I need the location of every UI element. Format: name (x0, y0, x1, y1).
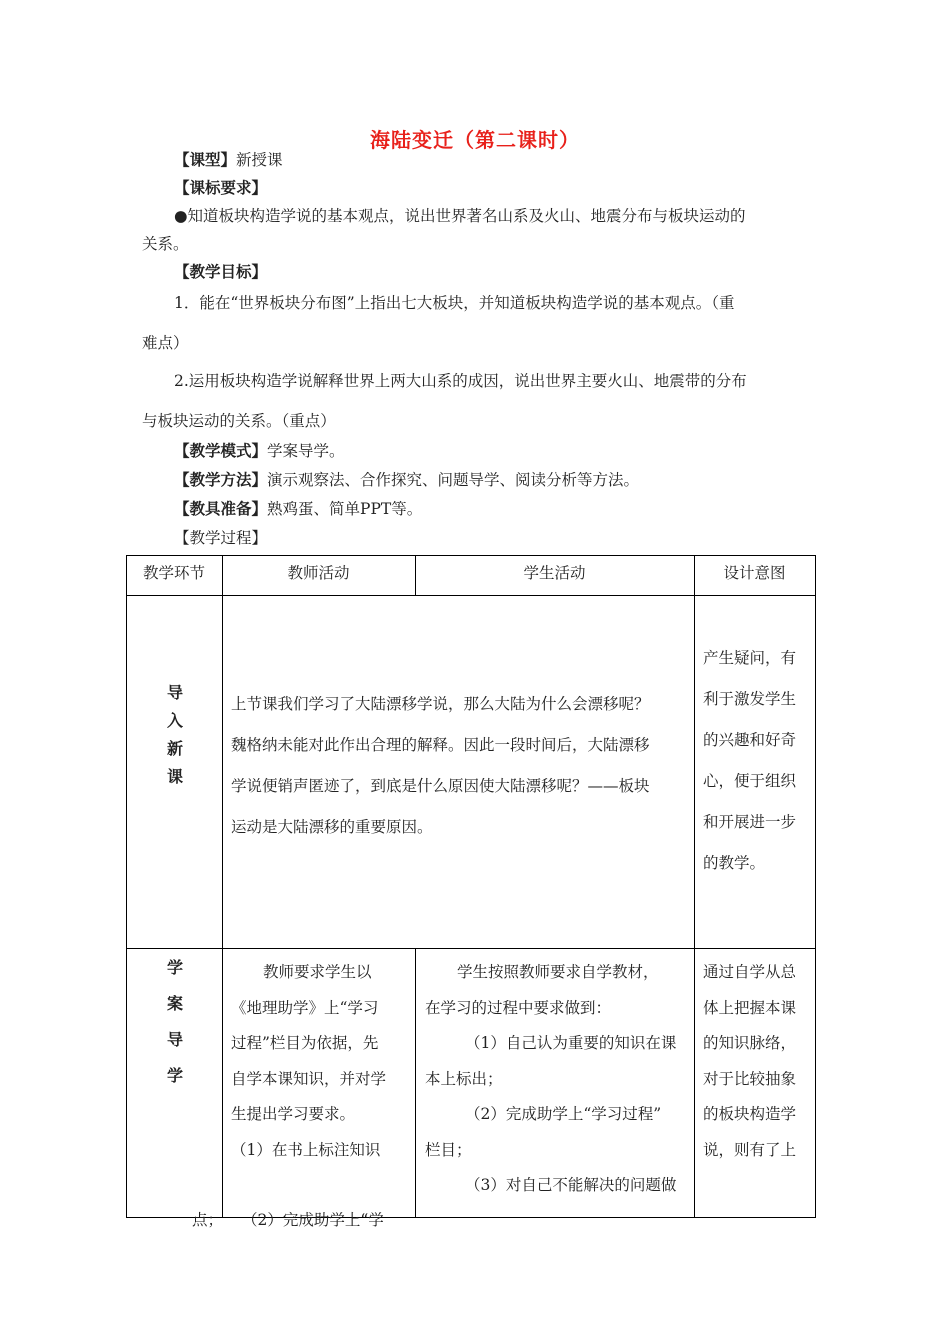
row1-content-line: 学说便销声匿迹了，到底是什么原因使大陆漂移呢？——板块 (231, 777, 650, 795)
lesson-type (174, 150, 283, 170)
header-stage: 教学环节 (142, 564, 205, 582)
standard-label: 【课标要求】 (174, 178, 268, 197)
teaching-tools-label: 【教具准备】 (174, 499, 268, 518)
table-col-divider-3 (694, 555, 695, 1218)
table-border-top (126, 555, 816, 556)
teaching-mode (174, 441, 345, 461)
row2-teacher-line: （1）在书上标注知识 (231, 1140, 381, 1159)
row2-teacher-line: 过程”栏目为依据，先 (231, 1034, 379, 1052)
row1-content (231, 684, 650, 848)
row2-student-line: 在学习的过程中要求做到： (425, 998, 612, 1017)
row2-teacher-line: 点； (192, 1211, 224, 1229)
row2-stage-char-4: 学 (166, 1066, 183, 1085)
row1-stage-char-1: 导 (166, 683, 183, 702)
row2-student-line: （1）自己认为重要的知识在课 (465, 1034, 677, 1052)
teaching-method-label: 【教学方法】 (174, 470, 268, 489)
row1-intent-line: 产生疑问，有 (703, 649, 797, 667)
row2-student (425, 955, 676, 1204)
row2-teacher-line: 生提出学习要求。 (231, 1105, 356, 1123)
row2-intent-line: 通过自学从总 (703, 963, 797, 981)
table-col-divider-2-row2 (415, 948, 416, 1218)
row2-student-line: （2）完成助学上“学习过程” (465, 1105, 662, 1123)
row1-content-line: 魏格纳未能对此作出合理的解释。因此一段时间后，大陆漂移 (231, 736, 650, 754)
goal-2-line-1: 2.运用板块构造学说解释世界上两大山系的成因，说出世界主要火山、地震带的分布 (174, 372, 747, 390)
row2-teacher (192, 955, 409, 1229)
table-col-divider-1 (222, 555, 223, 1218)
row1-intent-line: 的兴趣和好奇 (703, 731, 797, 749)
teaching-method-value: 演示观察法、合作探究、问题导学、阅读分析等方法。 (267, 471, 640, 489)
row2-student-line: 栏目； (425, 1140, 472, 1159)
row1-intent-line: 的教学。 (703, 854, 766, 872)
row1-intent-line: 利于激发学生 (703, 690, 797, 708)
teaching-method (174, 470, 639, 490)
table-row-divider (126, 948, 816, 949)
row2-intent-line: 的知识脉络， (703, 1034, 797, 1052)
standard-line-1: ●知道板块构造学说的基本观点，说出世界著名山系及火山、地震分布与板块运动的 (174, 207, 746, 225)
lesson-type-label: 【课型】 (174, 150, 237, 169)
lesson-type-value: 新授课 (236, 151, 283, 169)
goal-2-line-2: 与板块运动的关系。（重点） (142, 412, 336, 430)
table-header-divider (126, 595, 816, 596)
row1-intent (703, 638, 796, 884)
row2-stage-char-1: 学 (166, 958, 183, 977)
table-border-left (126, 555, 127, 1218)
row1-content-line: 运动是大陆漂移的重要原因。 (231, 818, 433, 836)
row2-intent-line: 说，则有了上 (703, 1140, 797, 1159)
row2-student-line: 学生按照教师要求自学教材， (457, 963, 659, 981)
row1-content-line: 上节课我们学习了大陆漂移学说，那么大陆为什么会漂移呢？ (231, 695, 650, 713)
row1-intent-line: 心，便于组织 (703, 772, 797, 790)
row2-teacher-line: 自学本课知识，并对学 (231, 1069, 387, 1088)
process-label: 【教学过程】 (174, 529, 268, 547)
header-student: 学生活动 (523, 564, 586, 582)
row2-teacher-line: 教师要求学生以 (263, 963, 372, 981)
row2-intent-line: 体上把握本课 (703, 998, 797, 1017)
goal-1-line-2: 难点） (142, 334, 189, 352)
row2-teacher-line: 《地理助学》上“学习 (231, 998, 379, 1017)
table-border-right (815, 555, 816, 1218)
header-intent: 设计意图 (723, 564, 786, 582)
row2-intent-line: 对于比较抽象 (703, 1069, 797, 1088)
teaching-tools-value: 熟鸡蛋、简单PPT等。 (267, 500, 423, 518)
row2-student-line: 本上标出； (425, 1069, 503, 1088)
row2-intent (703, 955, 796, 1168)
row1-intent-line: 和开展进一步 (703, 813, 797, 831)
row2-intent-line: 的板块构造学 (703, 1105, 797, 1123)
teaching-tools (174, 499, 422, 519)
header-teacher: 教师活动 (287, 564, 350, 582)
row2-stage-char-2: 案 (166, 994, 183, 1013)
document-title: 海陆变迁（第二课时） (370, 128, 580, 152)
table-border-bottom (126, 1217, 816, 1218)
goal-1-line-1: 1．能在“世界板块分布图”上指出七大板块，并知道板块构造学说的基本观点。（重 (174, 294, 735, 312)
row2-teacher-line: （2）完成助学上“学 (242, 1211, 384, 1229)
row1-stage-char-4: 课 (166, 767, 183, 786)
goals-label: 【教学目标】 (174, 262, 268, 281)
teaching-mode-label: 【教学模式】 (174, 441, 268, 460)
row2-stage-char-3: 导 (166, 1030, 183, 1049)
row1-stage-char-3: 新 (166, 739, 183, 758)
standard-line-2: 关系。 (142, 235, 189, 253)
teaching-mode-value: 学案导学。 (267, 442, 345, 460)
row1-stage-char-2: 入 (166, 711, 183, 730)
row2-student-line: （3）对自己不能解决的问题做 (465, 1176, 677, 1194)
